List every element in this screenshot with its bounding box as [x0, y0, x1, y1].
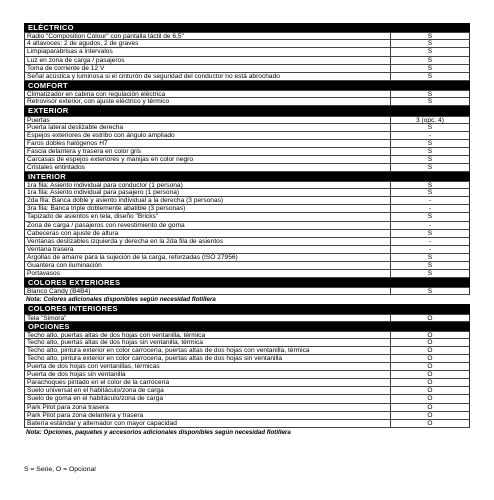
- table-row: [24, 355, 470, 363]
- table-row: [24, 395, 470, 403]
- availability-value: S: [427, 163, 433, 171]
- feature-name: Techo alto, puertas altas de dos hojas con ventanilla, térmica: [25, 332, 391, 338]
- availability-value: -: [428, 237, 432, 245]
- feature-name: Ventanas deslizables izquierda y derecha en la 2da fila de asientos: [25, 238, 391, 245]
- availability-value: S: [427, 155, 433, 163]
- table-row: [24, 65, 470, 73]
- table-row: [24, 412, 470, 420]
- section-electrico: [24, 23, 470, 81]
- availability-value: S: [427, 139, 433, 147]
- feature-name: 3ra fila: Banca triple doblemente abatible (3 personas): [25, 205, 391, 212]
- table-row: [24, 246, 470, 254]
- availability-value: O: [427, 411, 433, 419]
- section-header: OPCIONES: [24, 322, 470, 331]
- feature-name: Señal acústica y luminosa si el cinturón de seguridad del conductor no está abrochado: [25, 73, 391, 80]
- table-row: [24, 254, 470, 262]
- table-row: [24, 238, 470, 246]
- feature-name: Guantera con iluminación: [25, 262, 391, 269]
- feature-name: Limpiaparabrisas a intervalos: [25, 48, 391, 55]
- feature-name: 1ra fila: Asiento individual para pasajero (1 persona): [25, 189, 391, 196]
- feature-name: Cristales entintados: [25, 164, 391, 171]
- table-row: [24, 420, 470, 428]
- feature-name: Techo alto, pintura exterior en color carrocería, puertas altas de dos hojas con ventanilla, térmica: [25, 347, 391, 354]
- table-row: [24, 181, 470, 189]
- section-header: COLORES INTERIORES: [24, 304, 470, 313]
- feature-name: Puerta lateral deslizable derecha: [25, 124, 391, 131]
- availability-value: S: [427, 182, 433, 190]
- feature-name: Puertas: [25, 117, 391, 123]
- availability-value: O: [427, 419, 433, 427]
- availability-value: S: [427, 64, 433, 72]
- availability-value: O: [427, 387, 433, 395]
- feature-name: Radio "Composition Colour" con pantalla táctil de 6,5": [25, 33, 391, 39]
- availability-value: O: [427, 395, 433, 403]
- availability-value: S: [427, 56, 433, 64]
- table-row: [24, 205, 470, 213]
- table-row: [24, 132, 470, 140]
- table-row: [24, 270, 470, 278]
- availability-value: S: [427, 269, 433, 277]
- availability-value: -: [428, 245, 432, 253]
- table-row: [24, 404, 470, 412]
- table-row: [24, 73, 470, 81]
- table-row: [24, 164, 470, 172]
- table-row: [24, 116, 470, 124]
- table-row: [24, 197, 470, 205]
- section-note: Nota: Colores adicionales disponibles según necesidad flotillera: [26, 296, 216, 304]
- section-header: EXTERIOR: [24, 106, 470, 115]
- table-row: [24, 124, 470, 132]
- section-note: Nota: Opciones, paquetes y accesorios adicionales disponibles según necesidad flotillera: [26, 428, 291, 436]
- availability-value: S: [427, 40, 433, 48]
- availability-value: S: [427, 253, 433, 261]
- table-row: [24, 213, 470, 221]
- table-row: [24, 262, 470, 270]
- availability-value: S: [427, 261, 433, 269]
- table-row: [24, 32, 470, 40]
- section-header: ELÉCTRICO: [24, 23, 470, 32]
- feature-name: Techo alto, pintura exterior en color carrocería, puertas altas de dos hojas sin ventanilla: [25, 355, 391, 362]
- feature-name: Argollas de amarre para la sujeción de la carga, reforzadas (ISO 27956): [25, 254, 391, 261]
- feature-name: Suelo de goma en el habitáculo/zona de carga: [25, 395, 391, 402]
- feature-name: Faros dobles halógenos H7: [25, 140, 391, 147]
- section-colores-exteriores: [24, 278, 470, 304]
- table-row: [24, 387, 470, 395]
- feature-name: Suelo universal en el habitáculo/zona de carga: [25, 387, 391, 394]
- feature-name: Batería estándar y alternador con mayor capacidad: [25, 420, 391, 427]
- feature-name: Retrovisor exterior, con ajuste eléctrico y térmico: [25, 98, 391, 105]
- availability-value: -: [428, 131, 432, 139]
- availability-value: O: [427, 379, 433, 387]
- availability-value: S: [427, 213, 433, 221]
- section-exterior: [24, 106, 470, 172]
- feature-name: 4 altavoces: 2 de agudos, 2 de graves: [25, 40, 391, 47]
- availability-value: S: [427, 33, 433, 41]
- feature-name: Luz en zona de carga / pasajeros: [25, 57, 391, 64]
- table-row: [24, 40, 470, 48]
- feature-name: 2da fila: Banca doble y asiento individual a la derecha (3 personas): [25, 197, 391, 204]
- feature-name: Techo alto, puertas altas de dos hojas sin ventanilla, térmica: [25, 339, 391, 346]
- availability-value: S: [427, 72, 433, 80]
- section-interior: [24, 172, 470, 278]
- table-row: [24, 222, 470, 230]
- table-row: [24, 90, 470, 98]
- feature-name: Carcasas de espejos exteriores y manijas en color negro: [25, 156, 391, 163]
- availability-value: O: [427, 314, 433, 322]
- feature-name: Puerta de dos hojas sin ventanilla: [25, 371, 391, 378]
- availability-value: O: [427, 347, 433, 355]
- availability-value: S: [427, 229, 433, 237]
- feature-name: Espejos exteriores de estribo con ángulo ampliado: [25, 132, 391, 139]
- availability-value: O: [427, 339, 433, 347]
- availability-value: O: [427, 403, 433, 411]
- availability-value: S: [427, 123, 433, 131]
- availability-value: O: [427, 355, 433, 363]
- table-row: [24, 347, 470, 355]
- legend-text: S = Serie, O = Opcional: [24, 466, 96, 473]
- section-comfort: [24, 81, 470, 106]
- feature-name: Puerta de dos hojas con ventanillas, térmicas: [25, 363, 391, 370]
- table-row: [24, 363, 470, 371]
- table-row: [24, 287, 470, 295]
- table-row: [24, 339, 470, 347]
- availability-value: O: [427, 363, 433, 371]
- availability-value: -: [428, 205, 432, 213]
- feature-name: Fascia delantera y trasera en color gris: [25, 148, 391, 155]
- feature-name: Park Pilot para zona trasera: [25, 404, 391, 411]
- table-row: [24, 156, 470, 164]
- table-row: [24, 189, 470, 197]
- table-row: [24, 379, 470, 387]
- section-header: INTERIOR: [24, 172, 470, 181]
- availability-value: S: [427, 48, 433, 56]
- feature-name: 1ra fila: Asiento individual para conductor (1 persona): [25, 182, 391, 188]
- feature-name: Tela "Simora": [25, 315, 391, 321]
- feature-name: Toma de corriente de 12 V: [25, 65, 391, 72]
- availability-value: S: [427, 147, 433, 155]
- table-row: [24, 331, 470, 339]
- availability-value: O: [427, 332, 433, 340]
- availability-value: 3 (opc. 4): [416, 116, 444, 124]
- feature-name: Portavasos: [25, 270, 391, 277]
- section-header: COLORES EXTERIORES: [24, 278, 470, 287]
- availability-value: S: [427, 98, 433, 106]
- feature-name: Tapizado de asientos en tela, diseño "Bricks": [25, 213, 391, 220]
- feature-name: Ventana trasera: [25, 246, 391, 253]
- feature-name: Zona de carga / pasajeros con revestimiento de goma: [25, 222, 391, 229]
- section-opciones: [24, 322, 470, 437]
- feature-name: Climatizador en cabina con regulación eléctrica: [25, 91, 391, 97]
- table-row: [24, 230, 470, 238]
- availability-value: S: [427, 288, 433, 296]
- availability-value: O: [427, 371, 433, 379]
- feature-name: Blanco Candy (B4B4): [25, 288, 391, 294]
- table-row: [24, 148, 470, 156]
- table-row: [24, 48, 470, 56]
- availability-value: S: [427, 91, 433, 99]
- feature-name: Cabeceras con ajuste de altura: [25, 230, 391, 237]
- availability-value: -: [428, 221, 432, 229]
- section-header: COMFORT: [24, 81, 470, 90]
- availability-value: S: [427, 189, 433, 197]
- equipment-table: [24, 23, 470, 437]
- feature-name: Parachoques pintado en el color de la carrocería: [25, 379, 391, 386]
- table-row: [24, 314, 470, 322]
- table-row: [24, 371, 470, 379]
- table-row: [24, 98, 470, 106]
- table-row: [24, 57, 470, 65]
- table-row: [24, 140, 470, 148]
- availability-value: -: [428, 197, 432, 205]
- feature-name: Park Pilot para zona delantera y trasera: [25, 412, 391, 419]
- section-colores-interiores: [24, 304, 470, 321]
